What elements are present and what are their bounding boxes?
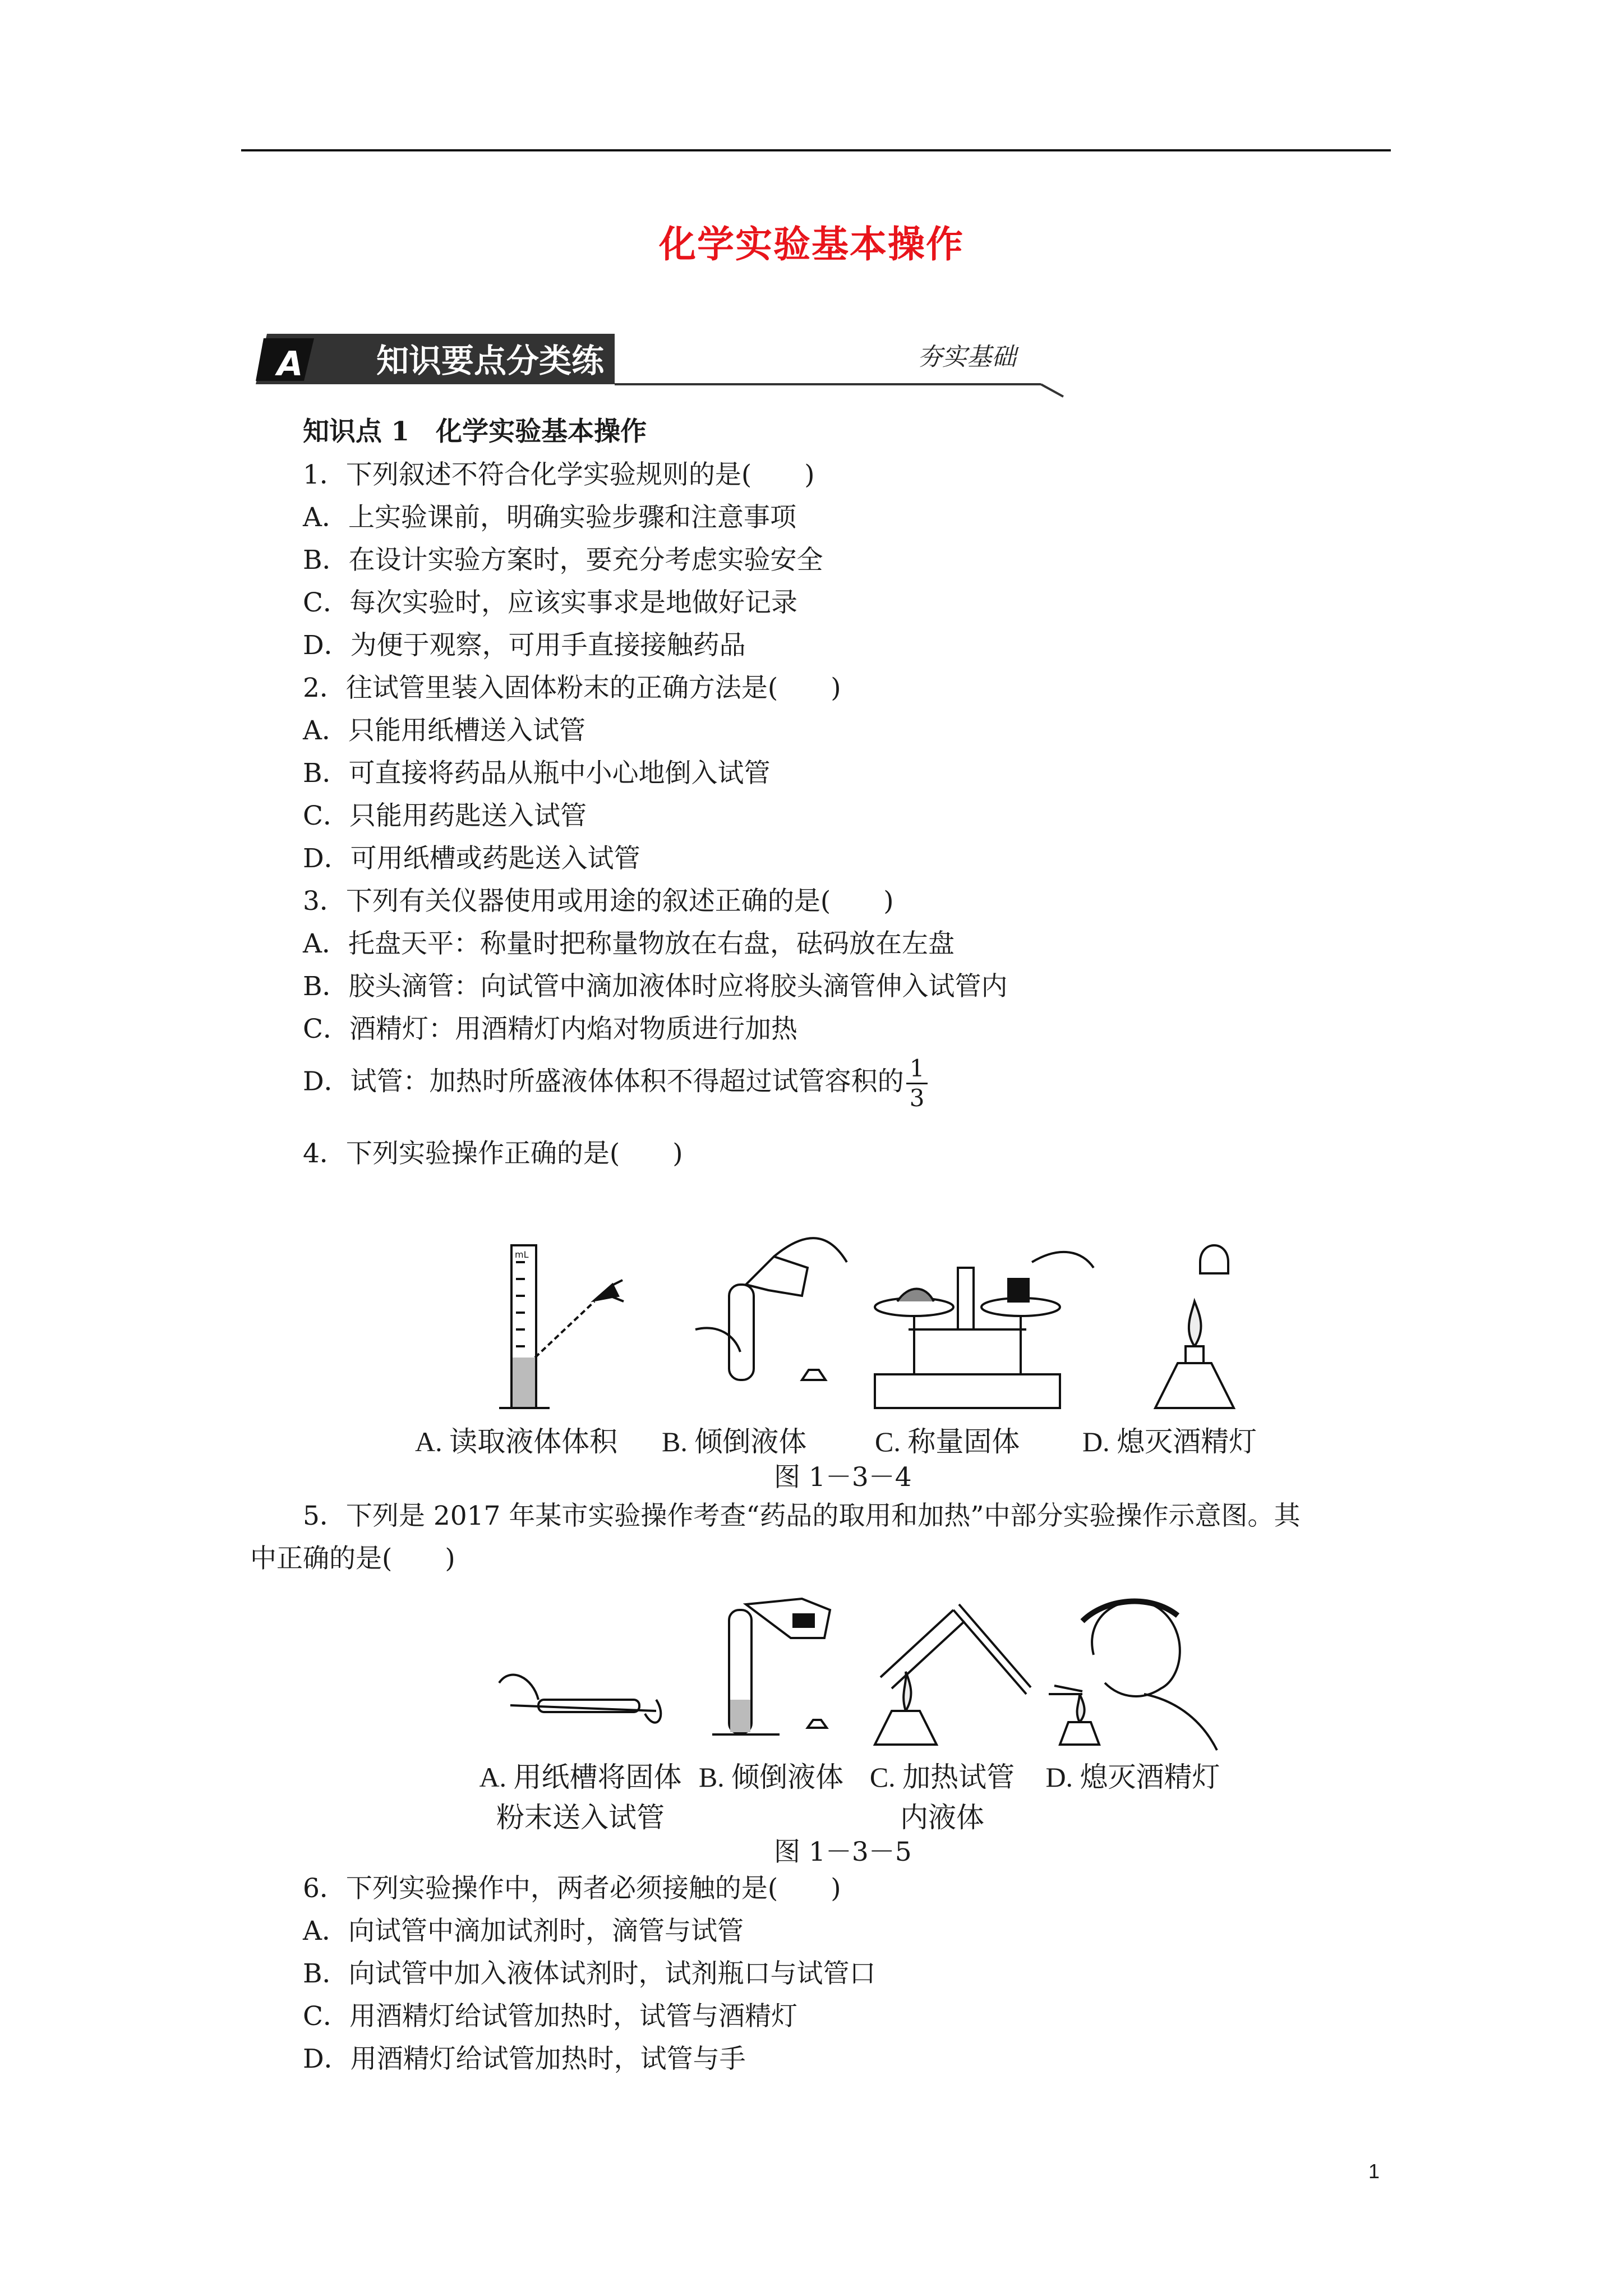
- fraction-denominator: 3: [909, 1084, 925, 1112]
- q2-stem: 2．往试管里装入固体粉末的正确方法是( ): [303, 673, 841, 703]
- person-blowing-lamp-icon: [1049, 1601, 1217, 1750]
- q3-option-a: A．托盘天平：称量时把称量物放在右盘，砝码放在左盘: [303, 928, 955, 959]
- banner-heading: 知识要点分类练: [376, 342, 605, 380]
- figure-1-3-4-label: 图 1－3－4: [774, 1462, 912, 1493]
- fig5-caption-a-line2: 粉末送入试管: [496, 1802, 665, 1833]
- fig5-caption-c: [858, 1755, 1026, 1835]
- graduated-cylinder-icon: [499, 1245, 550, 1408]
- fig4-caption-b: B. 倾倒液体: [662, 1426, 807, 1457]
- q2-option-b: B．可直接将药品从瓶中小心地倒入试管: [303, 758, 771, 789]
- pouring-into-tube-icon: [712, 1599, 830, 1734]
- figure-1-3-4-illustrations: [415, 1217, 1290, 1419]
- q1-option-b: B．在设计实验方案时，要充分考虑实验安全: [303, 545, 823, 576]
- page-number: 1: [1368, 2160, 1380, 2183]
- figure-1-3-5-illustrations: [488, 1588, 1234, 1756]
- q2-option-a: A．只能用纸槽送入试管: [303, 715, 585, 746]
- banner-tagline: 夯实基础: [917, 343, 1016, 371]
- q1-option-d: D．为便于观察，可用手直接接触药品: [303, 630, 746, 661]
- fig5-caption-b-line1: B. 倾倒液体: [698, 1761, 844, 1793]
- fig4-caption-d: D. 熄灭酒精灯: [1082, 1426, 1257, 1457]
- q3-option-b: B．胶头滴管：向试管中滴加液体时应将胶头滴管伸入试管内: [303, 971, 1008, 1002]
- q6-option-d: D．用酒精灯给试管加热时，试管与手: [303, 2044, 746, 2074]
- pouring-liquid-icon: [695, 1238, 847, 1380]
- fig5-caption-a: [474, 1755, 687, 1835]
- fig4-caption-a: A. 读取液体体积: [415, 1426, 618, 1457]
- fig5-caption-a-line1: A. 用纸槽将固体: [479, 1761, 682, 1793]
- section-banner: [256, 323, 1075, 401]
- q5-stem-line1: 5．下列是 2017 年某市实验操作考查“药品的取用和加热”中部分实验操作示意图。其: [303, 1501, 1301, 1531]
- balance-icon: [875, 1252, 1094, 1408]
- q6-stem: 6．下列实验操作中，两者必须接触的是( ): [303, 1873, 841, 1904]
- svg-text:mL: mL: [515, 1249, 529, 1260]
- section-heading: 知识点 1 化学实验基本操作: [303, 416, 647, 447]
- figure-1-3-5-label: 图 1－3－5: [774, 1837, 912, 1867]
- q1-stem: 1．下列叙述不符合化学实验规则的是( ): [303, 459, 815, 490]
- fraction-numerator: 1: [906, 1055, 928, 1084]
- q6-option-a: A．向试管中滴加试剂时，滴管与试管: [303, 1916, 744, 1947]
- fig4-caption-c: C. 称量固体: [875, 1426, 1020, 1457]
- q6-option-b: B．向试管中加入液体试剂时，试剂瓶口与试管口: [303, 1958, 876, 1989]
- fraction: [906, 1055, 928, 1112]
- q3-option-c: C．酒精灯：用酒精灯内焰对物质进行加热: [303, 1014, 797, 1045]
- fig5-caption-d: [1032, 1755, 1234, 1795]
- banner-badge: A: [277, 344, 303, 384]
- fig5-caption-d-line1: D. 熄灭酒精灯: [1045, 1761, 1220, 1793]
- paper-trough-icon: [499, 1675, 661, 1723]
- page-title: 化学实验基本操作: [659, 222, 964, 266]
- eye-icon: [594, 1280, 624, 1301]
- q1-option-a: A．上实验课前，明确实验步骤和注意事项: [303, 502, 796, 533]
- q3-option-d-text: D．试管：加热时所盛液体体积不得超过试管容积的: [303, 1066, 904, 1097]
- sightline: [535, 1301, 594, 1358]
- q2-option-d: D．可用纸槽或药匙送入试管: [303, 843, 640, 874]
- fig5-caption-b: [690, 1755, 852, 1795]
- q4-stem: 4．下列实验操作正确的是( ): [303, 1138, 683, 1169]
- q2-option-c: C．只能用药匙送入试管: [303, 800, 587, 831]
- q6-option-c: C．用酒精灯给试管加热时，试管与酒精灯: [303, 2001, 797, 2032]
- heating-test-tube-icon: [875, 1604, 1031, 1745]
- alcohol-lamp-icon: [1155, 1245, 1234, 1408]
- header-rule: [241, 149, 1391, 151]
- fig5-caption-c-line1: C. 加热试管: [869, 1761, 1015, 1793]
- q3-option-d: [303, 1055, 928, 1112]
- q5-stem-line2: 中正确的是( ): [250, 1543, 455, 1574]
- q3-stem: 3．下列有关仪器使用或用途的叙述正确的是( ): [303, 886, 894, 917]
- fig5-caption-c-line2: 内液体: [900, 1802, 984, 1833]
- q1-option-c: C．每次实验时，应该实事求是地做好记录: [303, 587, 797, 618]
